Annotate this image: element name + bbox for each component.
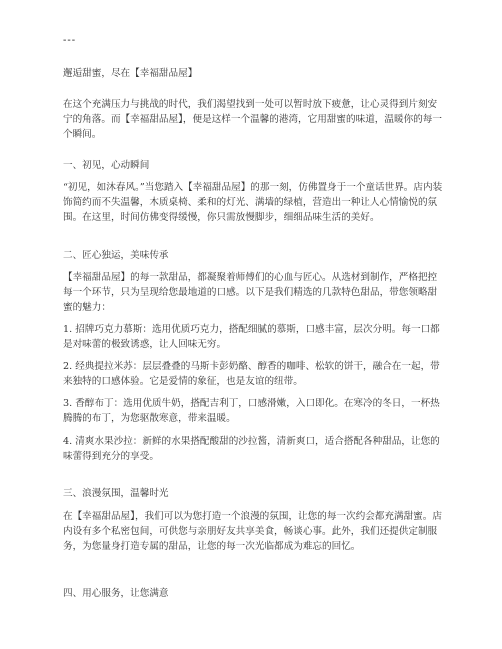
section3-body: 在【幸福甜品屋】，我们可以为您打造一个浪漫的氛围，让您的每一次约会都充满甜蜜。店内设有多个私密包间，可供您与亲朋好友共享美食，畅谈心事。此外，我们还提供定制服务，为您量身打造专属的甜品，让您的每一次光临都成为难忘的回忆。 xyxy=(63,511,442,552)
section2-heading: 二、匠心独运，美味传承 xyxy=(63,250,169,261)
section3-heading: 三、浪漫氛围，温馨时光 xyxy=(63,488,169,499)
section2-body: 【幸福甜品屋】的每一款甜品，都凝聚着师傅们的心血与匠心。从选材到制作，严格把控每一个环节，只为呈现给您最地道的口感。以下是我们精选的几款特色甜品，带您领略甜蜜的魅力： xyxy=(63,272,438,313)
section1-heading: 一、初见，心动瞬间 xyxy=(63,160,150,171)
section1-body: “初见，如沐春风。”当您踏入【幸福甜品屋】的那一刻，仿佛置身于一个童话世界。店内装饰简约而不失温馨，木质桌椅、柔和的灯光、满墙的绿植，营造出一种让人心情愉悦的氛围。在这里，时间仿佛变得缓慢，你只需放慢脚步，细细品味生活的美好。 xyxy=(63,182,443,223)
list-item-1: 1. 招牌巧克力慕斯：选用优质巧克力，搭配细腻的慕斯，口感丰富，层次分明。每一口都是对味蕾的极致诱惑，让人回味无穷。 xyxy=(63,324,440,350)
list-item-2: 2. 经典提拉米苏：层层叠叠的马斯卡彭奶酪、醇香的咖啡、松软的饼干，融合在一起，带来独特的口感体验。它是爱情的象征，也是友谊的纽带。 xyxy=(63,361,440,387)
separator-line: --- xyxy=(63,35,77,46)
document-title: 邂逅甜蜜，尽在【幸福甜品屋】 xyxy=(63,68,198,79)
list-item-4: 4. 清爽水果沙拉：新鲜的水果搭配酸甜的沙拉酱，清新爽口，适合搭配各种甜品，让您的味蕾得到充分的享受。 xyxy=(63,436,440,462)
section4-heading: 四、用心服务，让您满意 xyxy=(63,588,169,599)
intro-paragraph: 在这个充满压力与挑战的时代，我们渴望找到一处可以暂时放下疲惫，让心灵得到片刻安宁的角落。而【幸福甜品屋】，便是这样一个温馨的港湾，它用甜蜜的味道，温暖你的每一个瞬间。 xyxy=(63,99,442,140)
list-item-3: 3. 香醇布丁：选用优质牛奶，搭配吉利丁，口感滑嫩，入口即化。在寒冷的冬日，一杯热腾腾的布丁，为您驱散寒意，带来温暖。 xyxy=(63,398,440,424)
